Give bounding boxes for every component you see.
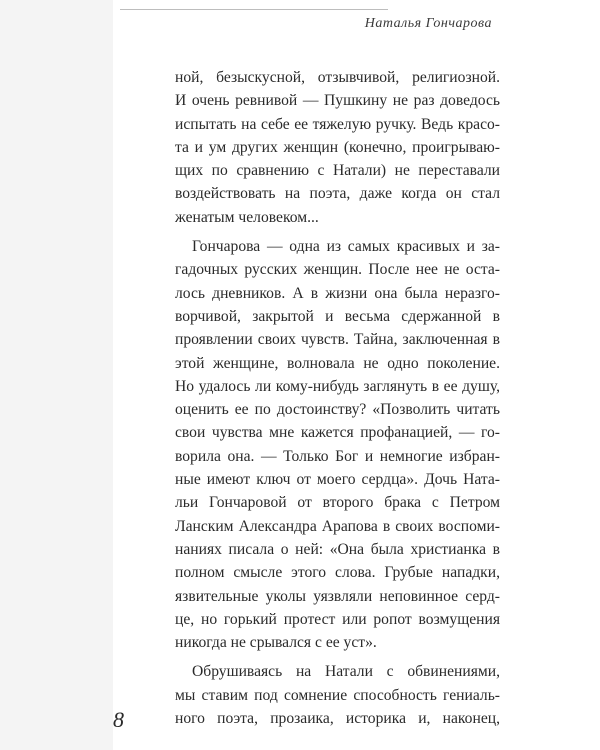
text-line: лось дневников. А в жизни она была неразго- [175, 284, 500, 302]
text-line: гадочных русских женщин. После нее не оста- [175, 261, 500, 279]
left-margin-strip [0, 0, 113, 750]
page-number: 8 [113, 707, 124, 732]
text-line: ной, безыскусной, отзывчивой, религиозной. [175, 69, 500, 86]
header-rule [120, 9, 388, 10]
text-line: Гончарова — одна из самых красивых и за- [192, 238, 500, 256]
text-line: оценить ее по достоинству? «Позволить читать [175, 401, 500, 419]
body-text [175, 66, 500, 730]
text-line: никогда не срывался с ее уст». [175, 634, 377, 652]
text-line: испытать на себе ее тяжелую ручку. Ведь красо- [175, 115, 500, 133]
text-line: этой женщине, волновала не одно поколение. [175, 354, 500, 372]
text-line: Ланским Александра Арапова в своих воспоми- [175, 517, 500, 535]
text-line: ворила она. — Только Бог и немногие избран- [175, 447, 500, 465]
text-line: ворчивой, закрытой и весьма сдержанной в [175, 307, 500, 325]
text-line: та и ум других женщин (конечно, проигрываю- [175, 138, 500, 156]
text-line: ные имеют ключ от моего сердца». Дочь Ната- [175, 471, 500, 489]
text-line: щих по сравнению с Натали) не переставали [175, 162, 500, 180]
text-line: ного поэта, прозаика, историка и, наконец, [175, 710, 500, 728]
text-line: И очень ревнивой — Пушкину не раз доведось [175, 92, 500, 110]
text-line: свои чувства мне кажется профанацией, — го- [175, 424, 500, 442]
text-line: мы ставим под сомнение способность гениаль- [175, 686, 500, 704]
text-line: Обрушиваясь на Натали с обвинениями, [192, 663, 500, 681]
text-line: женатым человеком... [175, 208, 319, 226]
text-line: це, но горький протест или ропот возмущения [175, 610, 500, 628]
text-line: проявлении своих чувств. Тайна, заключенная в [175, 331, 500, 349]
running-title: Наталья Гончарова [364, 16, 492, 31]
text-line: наниях писала о ней: «Она была христианка в [175, 540, 500, 558]
text-line: воздействовать на поэта, даже когда он стал [175, 185, 500, 203]
text-line: полном смысле этого слова. Грубые нападки, [175, 564, 500, 582]
text-line: Но удалось ли кому-нибудь заглянуть в ее душу, [175, 377, 500, 395]
text-line: язвительные уколы уязвляли неповинное серд- [175, 587, 500, 605]
text-line: льи Гончаровой от второго брака с Петром [175, 494, 500, 512]
